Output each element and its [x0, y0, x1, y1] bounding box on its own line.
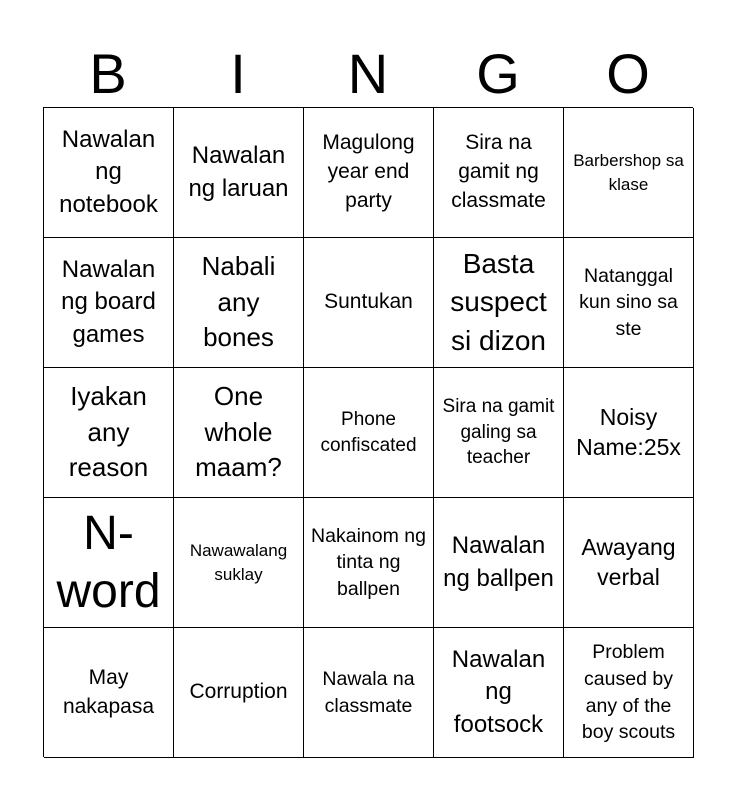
bingo-cell[interactable]: Phone confiscated: [304, 368, 434, 498]
bingo-cell[interactable]: Barbershop sa klase: [564, 108, 694, 238]
bingo-cell[interactable]: May nakapasa: [44, 628, 174, 758]
bingo-cell[interactable]: Basta suspect si dizon: [434, 238, 564, 368]
header-letter-b: B: [89, 42, 127, 105]
bingo-cell[interactable]: Nawala na classmate: [304, 628, 434, 758]
bingo-cell[interactable]: Nabali any bones: [174, 238, 304, 368]
bingo-cell[interactable]: Awayang verbal: [564, 498, 694, 628]
bingo-cell[interactable]: One whole maam?: [174, 368, 304, 498]
bingo-header: [43, 40, 693, 108]
bingo-cell[interactable]: Problem caused by any of the boy scouts: [564, 628, 694, 758]
bingo-grid: [43, 107, 693, 757]
bingo-cell[interactable]: Nawalan ng board games: [44, 238, 174, 368]
bingo-cell[interactable]: Corruption: [174, 628, 304, 758]
bingo-cell[interactable]: Magulong year end party: [304, 108, 434, 238]
header-letter-i: I: [230, 42, 246, 105]
bingo-cell[interactable]: N-word: [44, 498, 174, 628]
header-letter-o: O: [606, 42, 650, 105]
bingo-cell[interactable]: Sira na gamit galing sa teacher: [434, 368, 564, 498]
bingo-cell[interactable]: Nakainom ng tinta ng ballpen: [304, 498, 434, 628]
bingo-cell[interactable]: Iyakan any reason: [44, 368, 174, 498]
bingo-cell[interactable]: Nawalan ng ballpen: [434, 498, 564, 628]
header-letter-g: G: [476, 42, 520, 105]
bingo-cell[interactable]: Suntukan: [304, 238, 434, 368]
bingo-cell[interactable]: Nawalan ng laruan: [174, 108, 304, 238]
bingo-cell[interactable]: Sira na gamit ng classmate: [434, 108, 564, 238]
bingo-cell[interactable]: Nawawalang suklay: [174, 498, 304, 628]
bingo-cell[interactable]: Noisy Name:25x: [564, 368, 694, 498]
header-letter-n: N: [347, 42, 389, 105]
bingo-cell[interactable]: Nawalan ng footsock: [434, 628, 564, 758]
bingo-cell[interactable]: Nawalan ng notebook: [44, 108, 174, 238]
bingo-cell[interactable]: Natanggal kun sino sa ste: [564, 238, 694, 368]
